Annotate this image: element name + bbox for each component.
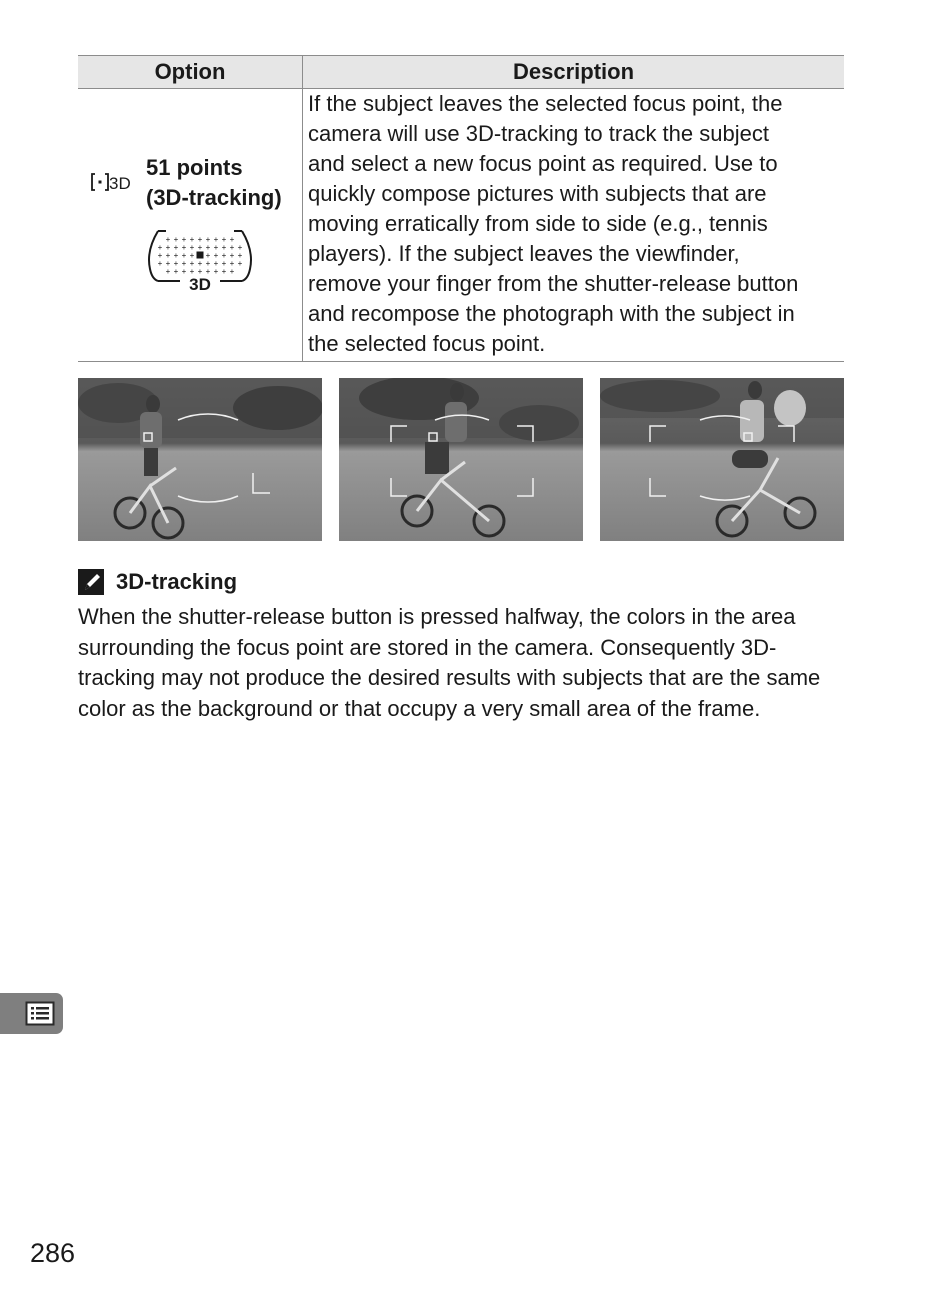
note-pencil-icon xyxy=(78,569,104,595)
description-line: and recompose the photograph with the subject in xyxy=(308,301,795,326)
af-point: + xyxy=(213,235,219,244)
af-point: + xyxy=(205,243,211,252)
af-point: + xyxy=(213,267,219,276)
af-point: + xyxy=(229,267,235,276)
description-line: moving erratically from side to side (e.g., tennis xyxy=(308,211,768,236)
af-point: + xyxy=(181,243,187,252)
af-point: + xyxy=(181,251,187,260)
af-point: + xyxy=(221,267,227,276)
photo-2 xyxy=(339,378,583,541)
note-body: When the shutter-release button is pressed halfway, the colors in the area surrounding the focus point are stored in the camera. Consequently 3D-tracking may not produce the desired results with subjects that are the same color as the background or that occupy a very small area of the frame. xyxy=(78,604,821,722)
af-point: + xyxy=(165,267,171,276)
af-point: + xyxy=(157,259,163,268)
af-point: + xyxy=(165,259,171,268)
options-table xyxy=(78,55,844,362)
af-point: + xyxy=(165,251,171,260)
diagram-3d-label: 3D xyxy=(189,275,211,293)
af-point: + xyxy=(189,243,195,252)
af-point: + xyxy=(181,259,187,268)
menu-list-icon xyxy=(25,1001,55,1026)
af-point: + xyxy=(181,267,187,276)
header-option: Option xyxy=(78,56,303,89)
description-line: quickly compose pictures with subjects that are xyxy=(308,181,767,206)
option-name xyxy=(146,153,282,213)
af-point: + xyxy=(205,267,211,276)
af-point: + xyxy=(221,235,227,244)
af-point: + xyxy=(237,243,243,252)
af-point: + xyxy=(165,243,171,252)
description-line: If the subject leaves the selected focus point, the xyxy=(308,91,783,116)
af-point: + xyxy=(237,251,243,260)
af-point: + xyxy=(229,235,235,244)
af-point: + xyxy=(157,243,163,252)
af-point: + xyxy=(165,235,171,244)
example-photos xyxy=(78,378,844,541)
af-point: + xyxy=(173,235,179,244)
af-point: + xyxy=(229,259,235,268)
description-line: camera will use 3D-tracking to track the subject xyxy=(308,121,769,146)
option-cell xyxy=(78,89,303,362)
af-point: + xyxy=(189,267,195,276)
af-point: + xyxy=(197,235,203,244)
description-line: remove your finger from the shutter-release button xyxy=(308,271,799,296)
description-line: the selected focus point. xyxy=(308,331,546,356)
af-point: + xyxy=(189,259,195,268)
af-point: + xyxy=(205,259,211,268)
header-description: Description xyxy=(303,56,845,89)
af-point: + xyxy=(213,243,219,252)
photo-3 xyxy=(600,378,844,541)
photo-1 xyxy=(78,378,322,541)
table-row xyxy=(78,89,844,362)
table-header-row xyxy=(78,56,844,89)
af-point: + xyxy=(173,267,179,276)
af-point: + xyxy=(205,235,211,244)
description-line: players). If the subject leaves the viewfinder, xyxy=(308,241,740,266)
af-point: + xyxy=(173,243,179,252)
page-number: 286 xyxy=(30,1238,76,1268)
af-point: + xyxy=(197,267,203,276)
3d-tracking-icon xyxy=(90,171,136,193)
af-point: + xyxy=(197,243,203,252)
af-point: + xyxy=(221,251,227,260)
af-point: + xyxy=(237,259,243,268)
af-point: + xyxy=(213,251,219,260)
af-point-grid xyxy=(158,235,243,276)
af-point: + xyxy=(213,259,219,268)
description-line: and select a new focus point as required. Use to xyxy=(308,151,778,176)
af-point: + xyxy=(189,235,195,244)
note-title: 3D-tracking xyxy=(116,569,238,594)
menu-section-tab xyxy=(0,993,63,1034)
note-heading xyxy=(78,566,237,598)
af-point: + xyxy=(197,259,203,268)
af-point: + xyxy=(229,243,235,252)
option-name-line2: (3D-tracking) xyxy=(146,185,282,210)
af-point: + xyxy=(205,251,211,260)
af-point: + xyxy=(221,243,227,252)
af-point: + xyxy=(181,235,187,244)
af-points-diagram xyxy=(144,229,256,293)
3d-icon-text: 3D xyxy=(109,174,131,193)
af-point: + xyxy=(173,251,179,260)
af-point: + xyxy=(221,259,227,268)
option-name-line1: 51 points xyxy=(146,155,243,180)
description-cell xyxy=(303,89,845,362)
af-point: + xyxy=(189,251,195,260)
af-point: + xyxy=(229,251,235,260)
af-point-selected xyxy=(197,252,204,259)
af-point: + xyxy=(173,259,179,268)
af-point: + xyxy=(157,251,163,260)
